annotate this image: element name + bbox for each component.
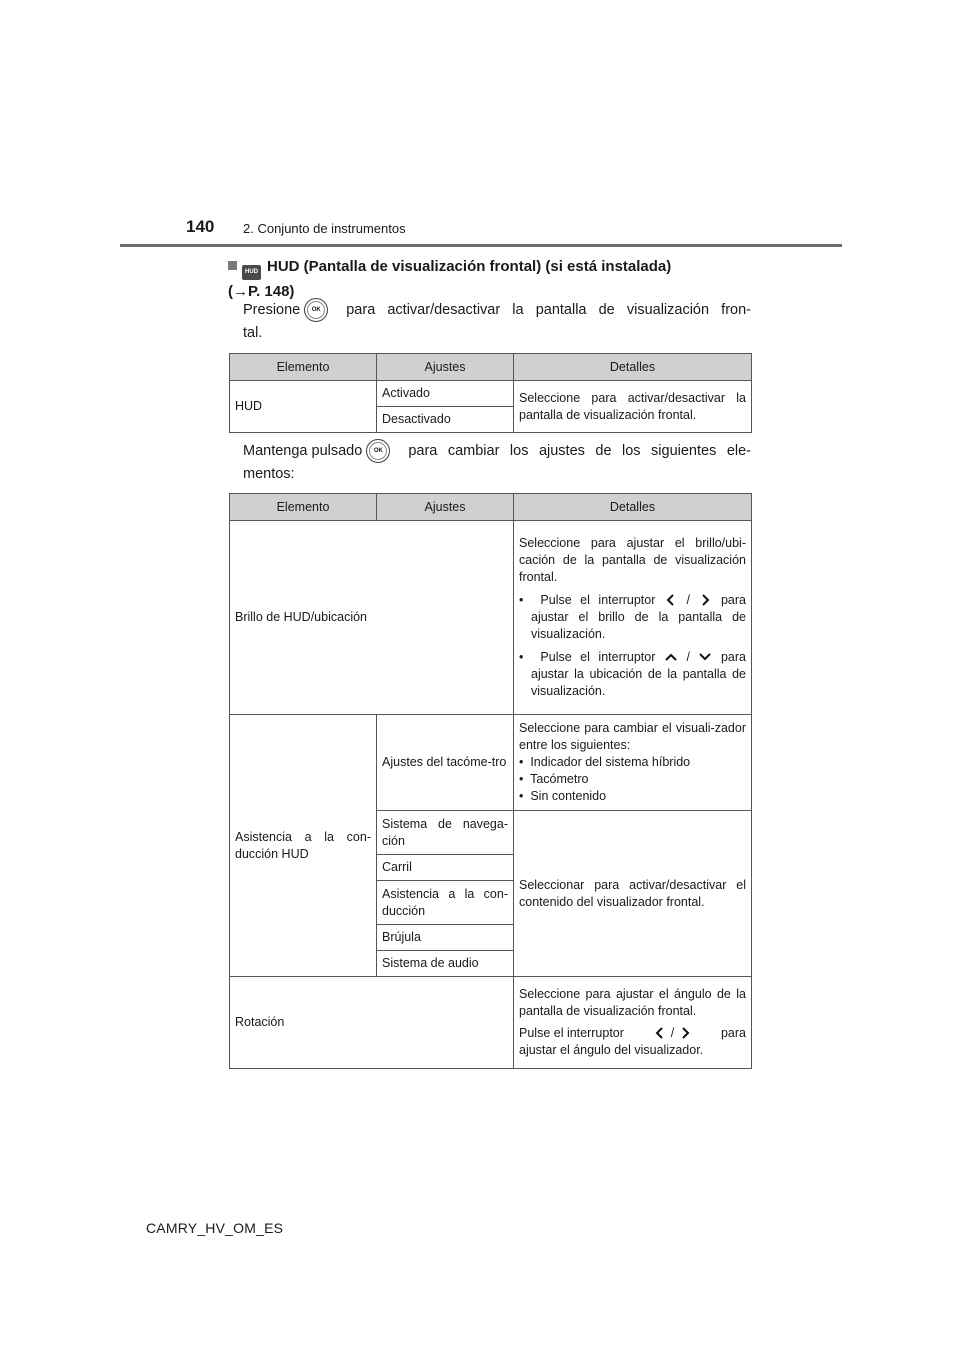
- rotation-after: para: [720, 1026, 746, 1040]
- table1-header-settings: Ajustes: [377, 354, 514, 381]
- tacho-options: [519, 754, 746, 805]
- para2-after-wrap: [408, 440, 751, 463]
- brightness-bullet-2: • Pulse el interruptor / para ajustar la ubicación de la pantalla de visualización.: [519, 650, 746, 698]
- assist-setting-driving: Asistencia a la con-ducción: [377, 881, 514, 925]
- bullet1-sep: /: [686, 593, 690, 607]
- brightness-details: [514, 521, 752, 715]
- para1-after-text: para activar/desactivar la pantalla de visualización fron-: [346, 301, 751, 318]
- brightness-bullet-1: • Pulse el interruptor / para ajustar el brillo de la pantalla de visualización.: [519, 593, 746, 641]
- rotation-intro: Seleccione para ajustar el ángulo de la pantalla de visualización frontal.: [519, 987, 746, 1018]
- rotation-details: [514, 977, 752, 1069]
- bullet2-before: Pulse el interruptor: [540, 650, 656, 664]
- assist-setting-nav: Sistema de navega-ción: [377, 811, 514, 855]
- section-title: 2. Conjunto de instrumentos: [243, 221, 406, 236]
- brightness-element: Brillo de HUD/ubicación: [230, 521, 514, 715]
- para2-line2: mentos:: [243, 466, 295, 482]
- rotation-switch: [653, 1025, 691, 1042]
- rotation-before: Pulse el interruptor: [519, 1026, 624, 1040]
- assist-settings-details: Seleccionar para activar/desactivar el contenido del visualizador frontal.: [514, 811, 752, 977]
- assist-tacho-details: [514, 715, 752, 811]
- assist-element: Asistencia a la con-ducción HUD: [230, 715, 377, 977]
- rotation-element: Rotación: [230, 977, 514, 1069]
- heading-title: HUD (Pantalla de visualización frontal) (si está instalada): [267, 258, 672, 275]
- tacho-details-text: Seleccione para cambiar el visuali-zador entre los siguientes:: [519, 721, 746, 752]
- tacho-option: • Indicador del sistema híbrido: [519, 755, 691, 769]
- table1-details: Seleccione para activar/desactivar la pantalla de visualización frontal.: [514, 381, 752, 433]
- bullet2-after: para ajustar la ubicación de la pantalla de visualización.: [531, 650, 746, 698]
- intro-paragraph-1: [243, 298, 751, 345]
- page-number: 140: [186, 217, 215, 236]
- table2-header-element: Elemento: [230, 494, 377, 521]
- rotation-sep: /: [670, 1026, 675, 1040]
- header-rule: [120, 244, 842, 247]
- assist-tacho: Ajustes del tacóme-tro: [377, 715, 514, 811]
- heading-ref: P. 148): [248, 283, 295, 300]
- para1-before: Presione: [243, 301, 301, 318]
- bullet1-after: para ajustar el brillo de la pantalla de visualización.: [531, 593, 746, 641]
- hud-table: [229, 353, 752, 433]
- arrow-icon: →: [233, 283, 248, 300]
- tacho-option: • Sin contenido: [519, 789, 607, 803]
- table1-header-element: Elemento: [230, 354, 377, 381]
- chevron-left-icon: [653, 1026, 667, 1040]
- bullet2-sep: /: [686, 650, 690, 664]
- tacho-option: • Tacómetro: [519, 772, 589, 786]
- brightness-intro: Seleccione para ajustar el brillo/ubi-cación de la pantalla de visualización frontal.: [519, 536, 746, 584]
- table1-element-hud: HUD: [230, 381, 377, 433]
- bullet-square-icon: [228, 261, 237, 270]
- para1-after: [346, 299, 751, 322]
- chevron-right-icon: [698, 593, 712, 607]
- hud-icon: HUD: [242, 265, 261, 280]
- ok-button-icon: OK: [366, 439, 390, 463]
- para2-before: Mantenga pulsado: [243, 442, 363, 459]
- intro-paragraph-2: [243, 439, 751, 486]
- para2-after: para cambiar los ajustes de los siguientes ele-: [408, 442, 751, 459]
- assist-setting-audio: Sistema de audio: [377, 951, 514, 977]
- bullet1-before: Pulse el interruptor: [540, 593, 656, 607]
- table1-header-details: Detalles: [514, 354, 752, 381]
- ok-button-icon: OK: [304, 298, 328, 322]
- para1-line2: tal.: [243, 325, 263, 341]
- chevron-up-icon: [664, 650, 678, 664]
- assist-setting-compass: Brújula: [377, 925, 514, 951]
- assist-setting-lane: Carril: [377, 855, 514, 881]
- rotation-line: [519, 1025, 746, 1042]
- table2-header-settings: Ajustes: [377, 494, 514, 521]
- table1-setting-on: Activado: [377, 381, 514, 407]
- chevron-right-icon: [678, 1026, 692, 1040]
- footer-code: CAMRY_HV_OM_ES: [146, 1220, 284, 1236]
- rotation-line2: ajustar el ángulo del visualizador.: [519, 1043, 704, 1057]
- hud-heading: [228, 255, 671, 303]
- table2-header-details: Detalles: [514, 494, 752, 521]
- chevron-down-icon: [698, 650, 712, 664]
- brightness-bullets: [519, 592, 746, 700]
- settings-table: [229, 493, 752, 1069]
- table1-setting-off: Desactivado: [377, 407, 514, 433]
- chevron-left-icon: [664, 593, 678, 607]
- heading-ref-open: (: [228, 283, 233, 300]
